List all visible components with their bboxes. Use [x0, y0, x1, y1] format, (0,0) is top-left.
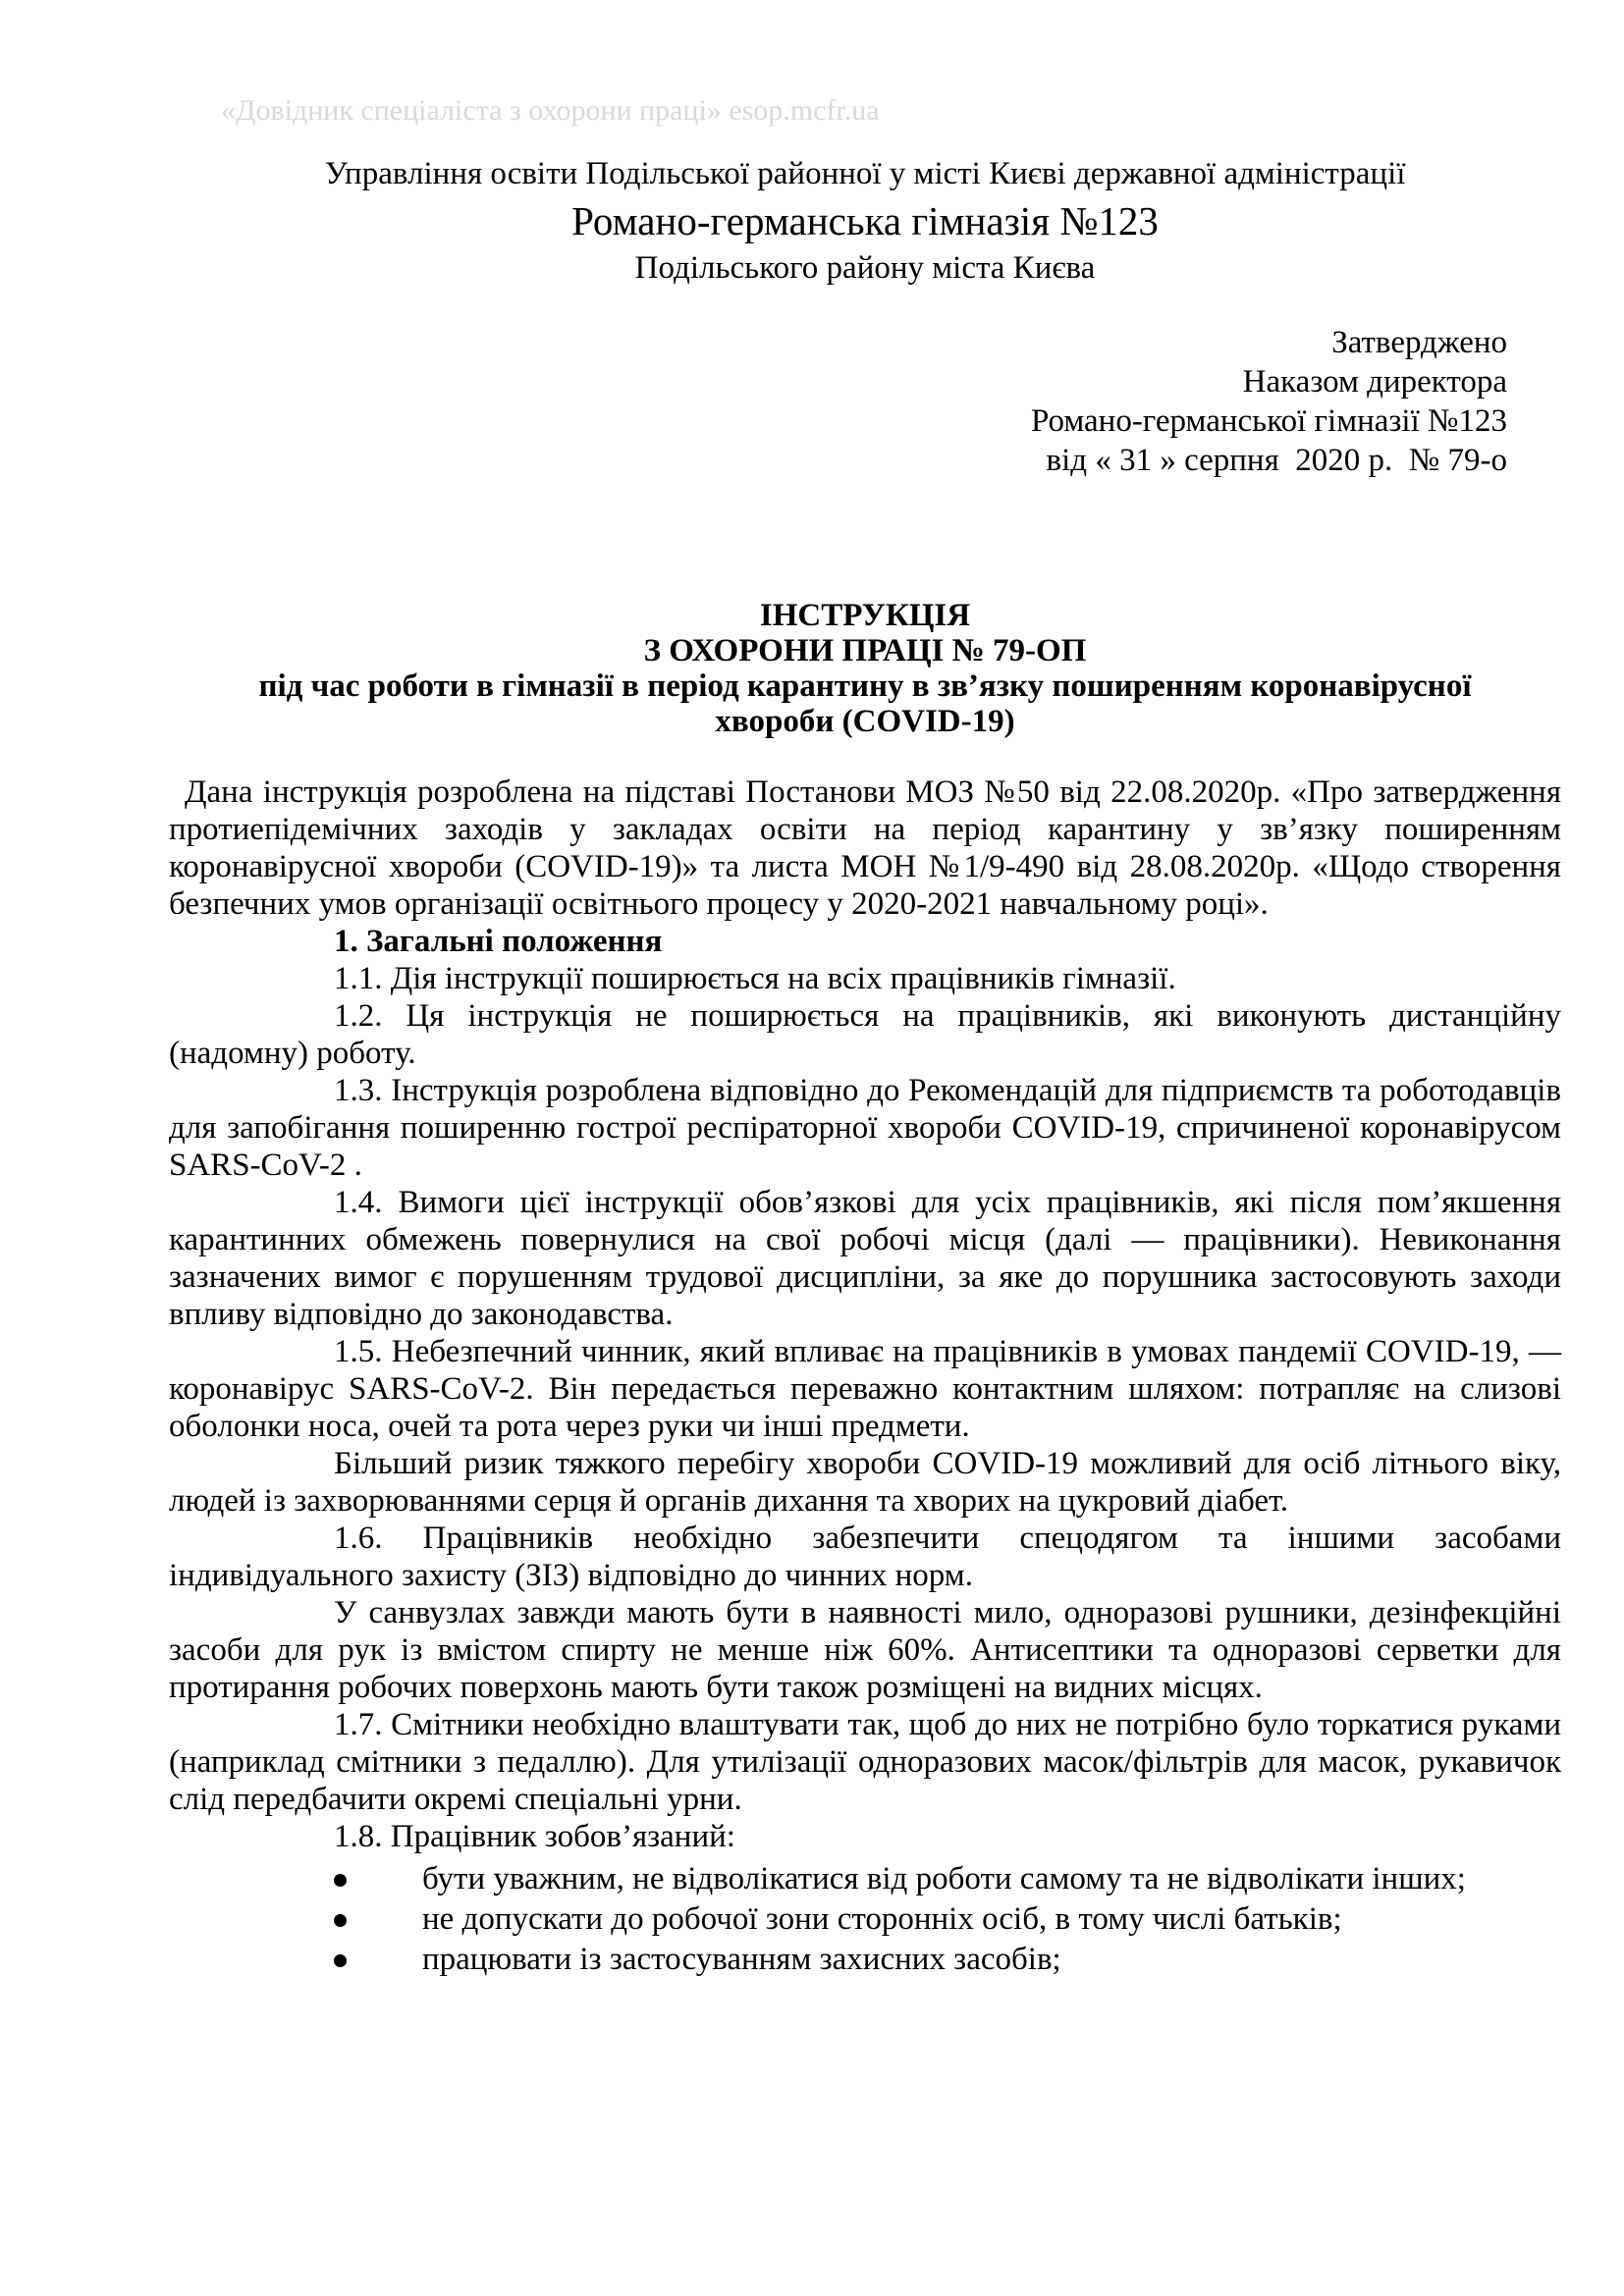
- title-instruction-line: ІНСТРУКЦІЯ: [759, 598, 971, 633]
- title-subject-line-2: хвороби (COVID-19): [715, 704, 1015, 739]
- paragraph-1-1: 1.1. Дія інструкції поширюється на всіх працівників гімназії.: [334, 961, 1176, 996]
- list-item: [169, 1940, 1561, 1980]
- approval-date-number-line: від « 31 » серпня 2020 р. № 79-о: [1046, 443, 1507, 478]
- obligations-list: [169, 1859, 1561, 1980]
- bullet-icon: [334, 1914, 347, 1927]
- paragraph-risk-note: Більший ризик тяжкого перебігу хвороби COVID-19 можливий для осіб літнього віку, людей із захворюваннями серця й органів дихання та хворих на цукровий діабет.: [169, 1446, 1561, 1519]
- approval-approved-label: Затверджено: [1331, 325, 1507, 360]
- organization-header: [169, 152, 1561, 290]
- approval-gymnasium-line: Романо-германської гімназії №123: [1030, 403, 1507, 439]
- document-title: [169, 598, 1561, 739]
- org-gymnasium-name: Романо-германська гімназія №123: [571, 198, 1159, 243]
- paragraph-1-7: 1.7. Смітники необхідно влаштувати так, щоб до них не потрібно було торкатися руками (наприклад смітники з педаллю). Для утилізації одноразових масок/фільтрів для масок, рукавичок слід передбачити окремі спеціальні урни.: [169, 1707, 1561, 1817]
- org-district-line: Подільського району міста Києва: [634, 250, 1096, 286]
- paragraph-1-2: 1.2. Ця інструкція не поширюється на працівників, які виконують дистанційну (надомну) роботу.: [169, 998, 1561, 1071]
- approval-order-line: Наказом директора: [1242, 364, 1507, 400]
- paragraph-1-6: 1.6. Працівників необхідно забезпечити спецодягом та іншими засобами індивідуального захисту (ЗІЗ) відповідно до чинних норм.: [169, 1521, 1561, 1593]
- list-item: [169, 1899, 1561, 1940]
- title-subject-line-1: під час роботи в гімназії в період карантину в зв’язку поширенням коронавірусної: [258, 668, 1472, 704]
- approval-block: [169, 323, 1561, 480]
- document-body: [169, 774, 1561, 1980]
- list-item-text: працювати із застосуванням захисних засобів;: [422, 1942, 1061, 1977]
- bullet-icon: [334, 1874, 347, 1887]
- intro-paragraph: Дана інструкція розроблена на підставі Постанови МОЗ №50 від 22.08.2020р. «Про затвердження протиепідемічних заходів у закладах освіти на період карантину у зв’язку поширенням коронавірусної хвороби (COVID-19)» та листа МОН №1/9-490 від 28.08.2020р. «Щодо створення безпечних умов організації освітнього процесу у 2020-2021 навчальному році».: [169, 774, 1561, 922]
- paragraph-1-4: 1.4. Вимоги цієї інструкції обов’язкові для усіх працівників, які після пом’якшення карантинних обмежень повернулися на свої робочі місця (далі — працівники). Невиконання зазначених вимог є порушенням трудової дисципліни, за яке до порушника застосовують заходи впливу відповідно до законодавства.: [169, 1185, 1561, 1332]
- paragraph-1-3: 1.3. Інструкція розроблена відповідно до Рекомендацій для підприємств та роботодавців для запобігання поширенню гострої респіраторної хвороби COVID-19, спричиненої коронавірусом SARS-CoV-2 .: [169, 1073, 1561, 1183]
- list-item-text: бути уважним, не відволікатися від роботи самому та не відволікати інших;: [422, 1861, 1466, 1896]
- watermark: «Довідник спеціаліста з охорони праці» esop.mcfr.ua: [221, 94, 880, 127]
- bullet-icon: [334, 1954, 347, 1967]
- list-item: [169, 1859, 1561, 1899]
- list-item-text: не допускати до робочої зони сторонніх осіб, в тому числі батьків;: [422, 1901, 1342, 1937]
- paragraph-sanitary-note: У санвузлах завжди мають бути в наявності мило, одноразові рушники, дезінфекційні засоби для рук із вмістом спирту не менше ніж 60%. Антисептики та одноразові серветки для протирання робочих поверхонь мають бути також розміщені на видних місцях.: [169, 1595, 1561, 1705]
- paragraph-1-5: 1.5. Небезпечний чинник, який впливає на працівників в умовах пандемії COVID-19, — коронавірус SARS-CoV-2. Він передається переважно контактним шляхом: потрапляє на слизові оболонки носа, очей та рота через руки чи інші предмети.: [169, 1334, 1561, 1444]
- title-number-line: З ОХОРОНИ ПРАЦІ № 79-ОП: [643, 633, 1087, 668]
- section-1-heading: 1. Загальні положення: [334, 924, 663, 959]
- org-administration-line: Управління освіти Подільської районної у місті Києві державної адміністрації: [324, 156, 1406, 191]
- paragraph-1-8: 1.8. Працівник зобов’язаний:: [334, 1819, 735, 1854]
